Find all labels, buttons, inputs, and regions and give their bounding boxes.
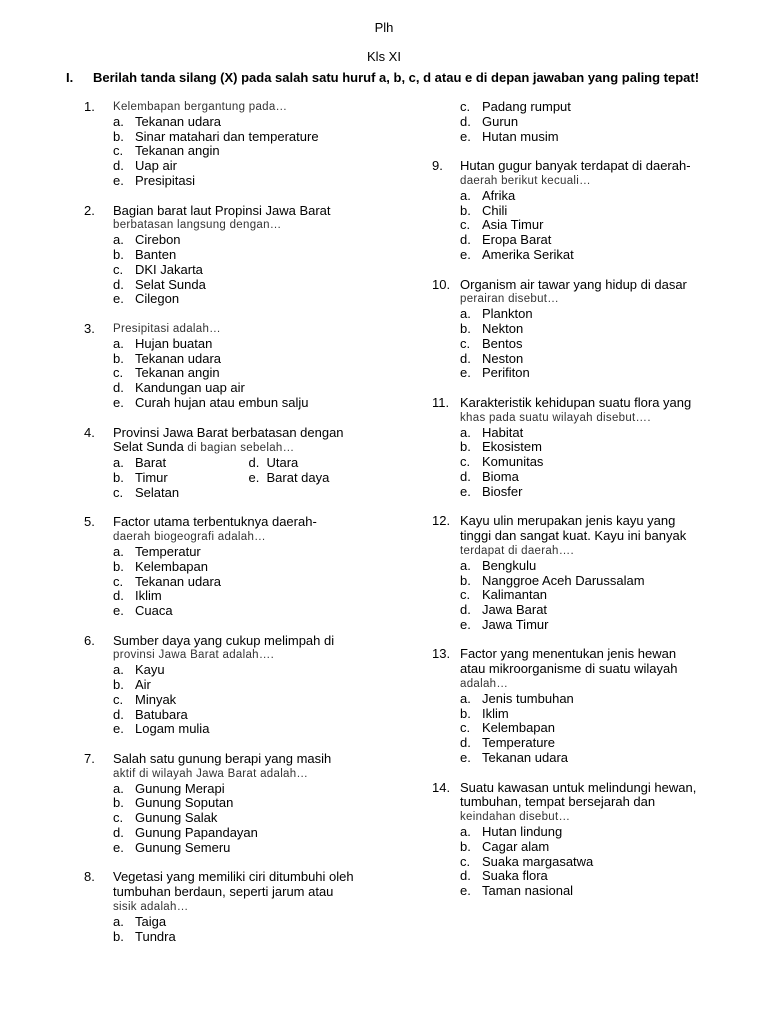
question-11 — [432, 396, 732, 500]
option-a[interactable]: a. Temperatur — [113, 543, 201, 559]
option-c[interactable]: c. Asia Timur — [460, 217, 544, 233]
option-b[interactable]: b. Chili — [460, 202, 508, 218]
question-10 — [432, 278, 732, 382]
question-text-cont: adalah… — [460, 678, 509, 691]
option-e[interactable]: e. Curah hujan atau embun salju — [113, 394, 309, 410]
option-a[interactable]: a. Plankton — [460, 306, 533, 322]
option-c[interactable]: c. Gunung Salak — [113, 810, 218, 826]
option-d[interactable]: d. Utara — [248, 455, 299, 471]
option-a[interactable]: a. Afrika — [460, 187, 516, 203]
option-c[interactable]: c. Bentos — [460, 335, 523, 351]
option-c[interactable]: c. Padang rumput — [460, 99, 571, 114]
option-c[interactable]: c. Kelembapan — [460, 720, 555, 736]
question-text: Kelembapan bergantung pada… — [113, 101, 288, 113]
option-c[interactable]: c. Kalimantan — [460, 587, 548, 603]
option-e[interactable]: e. Jawa Timur — [460, 616, 549, 632]
class-title: Kls XI — [367, 49, 401, 64]
option-a[interactable]: a. Gunung Merapi — [113, 780, 225, 796]
option-b[interactable]: b. Cagar alam — [460, 838, 550, 854]
option-e[interactable]: e. Biosfer — [460, 483, 523, 499]
question-text: Kayu ulin merupakan jenis kayu yang — [460, 513, 676, 529]
question-number: 2. — [84, 202, 95, 218]
question-text-cont: khas pada suatu wilayah disebut…. — [460, 411, 651, 424]
option-b[interactable]: b. Tekanan udara — [113, 350, 222, 366]
option-e[interactable]: e. Tekanan udara — [460, 750, 569, 766]
question-number: 7. — [84, 751, 95, 767]
option-d[interactable]: d. Eropa Barat — [460, 232, 552, 248]
option-b[interactable]: b. Tundra — [113, 928, 176, 944]
option-a[interactable]: a. Bengkulu — [460, 557, 537, 573]
section-number: I. — [66, 70, 74, 85]
question-5 — [84, 515, 384, 619]
question-number: 11. — [432, 394, 450, 410]
question-text: Presipitasi adalah… — [113, 322, 221, 335]
option-d[interactable]: d. Gurun — [460, 113, 519, 129]
question-number: 8. — [84, 869, 95, 885]
option-a[interactable]: a. Habitat — [460, 424, 524, 440]
option-d[interactable]: d. Batubara — [113, 706, 188, 722]
option-a[interactable]: a. Jenis tumbuhan — [460, 690, 574, 706]
option-c[interactable]: c. Komunitas — [460, 454, 544, 470]
question-text-cont: daerah berikut kecuali… — [460, 174, 591, 187]
question-2 — [84, 204, 384, 308]
option-d[interactable]: d. Jawa Barat — [460, 602, 548, 618]
option-e[interactable]: e. Barat daya — [248, 469, 330, 485]
option-b[interactable]: b. Air — [113, 677, 151, 693]
question-12 — [432, 514, 732, 632]
option-a[interactable]: a. Taiga — [113, 913, 167, 929]
option-c[interactable]: c. Suaka margasatwa — [460, 853, 594, 869]
option-e[interactable]: e. Presipitasi — [113, 172, 195, 188]
question-text: Organism air tawar yang hidup di dasar — [460, 276, 687, 292]
question-text-cont: Selat Sunda di bagian sebelah… — [113, 439, 295, 455]
question-text-cont: tinggi dan sangat kuat. Kayu ini banyak — [460, 528, 687, 544]
option-a[interactable]: a. Hutan lindung — [460, 824, 563, 840]
option-e[interactable]: e. Hutan musim — [460, 128, 559, 144]
question-text: Suatu kawasan untuk melindungi hewan, — [460, 779, 697, 795]
option-b[interactable]: b. Nanggroe Aceh Darussalam — [460, 572, 645, 588]
left-column — [84, 100, 384, 959]
option-d[interactable]: d. Suaka flora — [460, 868, 548, 884]
question-number: 3. — [84, 320, 95, 336]
option-b[interactable]: b. Timur — [113, 469, 168, 485]
option-e[interactable]: e. Taman nasional — [460, 883, 574, 899]
question-text-cont: atau mikroorganisme di suatu wilayah — [460, 661, 678, 677]
question-9 — [432, 159, 732, 263]
question-text-cont: tumbuhan, tempat bersejarah dan — [460, 794, 656, 810]
option-d[interactable]: d. Selat Sunda — [113, 276, 206, 292]
question-text: Bagian barat laut Propinsi Jawa Barat — [113, 202, 331, 218]
question-8 — [84, 870, 384, 944]
question-3 — [84, 322, 384, 411]
question-text-cont: terdapat di daerah…. — [460, 544, 575, 557]
option-c[interactable]: c. Tekanan angin — [113, 143, 220, 159]
question-text: Karakteristik kehidupan suatu flora yang — [460, 394, 692, 410]
question-number: 5. — [84, 514, 95, 530]
question-text-cont: berbatasan langsung dengan… — [113, 219, 282, 232]
question-text-cont: tumbuhan berdaun, seperti jarum atau — [113, 884, 334, 900]
question-text: Provinsi Jawa Barat berbatasan dengan — [113, 424, 344, 440]
question-text: Factor yang menentukan jenis hewan — [460, 646, 677, 662]
question-text: Vegetasi yang memiliki ciri ditumbuhi oleh — [113, 869, 354, 885]
option-b[interactable]: b. Banten — [113, 246, 177, 262]
right-column — [432, 100, 732, 914]
option-c[interactable]: c. DKI Jakarta — [113, 261, 203, 277]
question-text-cont: sisik adalah… — [113, 901, 189, 914]
option-e[interactable]: e. Amerika Serikat — [460, 246, 574, 262]
question-text-cont: keindahan disebut… — [460, 811, 571, 824]
question-text-cont: perairan disebut… — [460, 293, 560, 306]
option-row — [84, 471, 384, 486]
question-text: Hutan gugur banyak terdapat di daerah- — [460, 158, 691, 174]
question-14 — [432, 781, 732, 899]
subject-title: Plh — [374, 20, 394, 35]
question-text-cont: provinsi Jawa Barat adalah…. — [113, 649, 275, 662]
question-number: 4. — [84, 424, 95, 440]
question-text-cont: daerah biogeografi adalah… — [113, 531, 266, 544]
option-c[interactable]: c. Minyak — [113, 691, 177, 707]
option-d[interactable]: d. Uap air — [113, 158, 177, 174]
question-7 — [84, 752, 384, 856]
option-d[interactable]: d. Kandungan uap air — [113, 380, 245, 396]
option-a[interactable]: a. Barat — [113, 455, 167, 471]
option-e[interactable]: e. Logam mulia — [113, 721, 210, 737]
question-text: Salah satu gunung berapi yang masih — [113, 751, 332, 767]
question-8-continued — [432, 100, 732, 144]
question-4 — [84, 426, 384, 501]
option-b[interactable]: b. Kelembapan — [113, 558, 208, 574]
question-13 — [432, 647, 732, 765]
option-b[interactable]: b. Ekosistem — [460, 439, 542, 455]
option-c[interactable]: c. Tekanan angin — [113, 365, 220, 381]
option-c[interactable]: c. Tekanan udara — [113, 573, 222, 589]
question-number: 6. — [84, 632, 95, 648]
question-1 — [84, 100, 384, 189]
option-row — [84, 456, 384, 471]
option-e[interactable]: e. Cilegon — [113, 291, 180, 307]
option-b[interactable]: b. Nekton — [460, 320, 524, 336]
option-b[interactable]: b. Gunung Soputan — [113, 795, 234, 811]
question-number: 12. — [432, 513, 451, 529]
question-6 — [84, 634, 384, 738]
option-d[interactable]: d. Iklim — [113, 588, 162, 604]
question-text: Factor utama terbentuknya daerah- — [113, 514, 317, 530]
option-a[interactable]: a. Kayu — [113, 662, 165, 678]
option-e[interactable]: e. Cuaca — [113, 603, 173, 619]
option-b[interactable]: b. Sinar matahari dan temperature — [113, 128, 319, 144]
question-number: 10. — [432, 276, 451, 292]
option-d[interactable]: d. Bioma — [460, 468, 519, 484]
option-e[interactable]: e. Gunung Semeru — [113, 839, 231, 855]
option-d[interactable]: d. Temperature — [460, 735, 555, 751]
question-text: Sumber daya yang cukup melimpah di — [113, 632, 335, 648]
section-instruction: Berilah tanda silang (X) pada salah satu huruf a, b, c, d atau e di depan jawaban yang paling tepat! — [93, 70, 700, 85]
option-a[interactable]: a. Tekanan udara — [113, 113, 222, 129]
question-number: 1. — [84, 99, 95, 114]
option-e[interactable]: e. Perifiton — [460, 365, 530, 381]
question-number: 9. — [432, 158, 443, 174]
question-number: 14. — [432, 779, 451, 795]
option-a[interactable]: a. Hujan buatan — [113, 335, 213, 351]
question-number: 13. — [432, 646, 451, 662]
option-c[interactable]: c. Selatan — [113, 484, 180, 500]
option-d[interactable]: d. Gunung Papandayan — [113, 825, 258, 841]
option-d[interactable]: d. Neston — [460, 350, 524, 366]
option-a[interactable]: a. Cirebon — [113, 232, 181, 248]
question-text-cont: aktif di wilayah Jawa Barat adalah… — [113, 767, 309, 780]
option-b[interactable]: b. Iklim — [460, 705, 509, 721]
